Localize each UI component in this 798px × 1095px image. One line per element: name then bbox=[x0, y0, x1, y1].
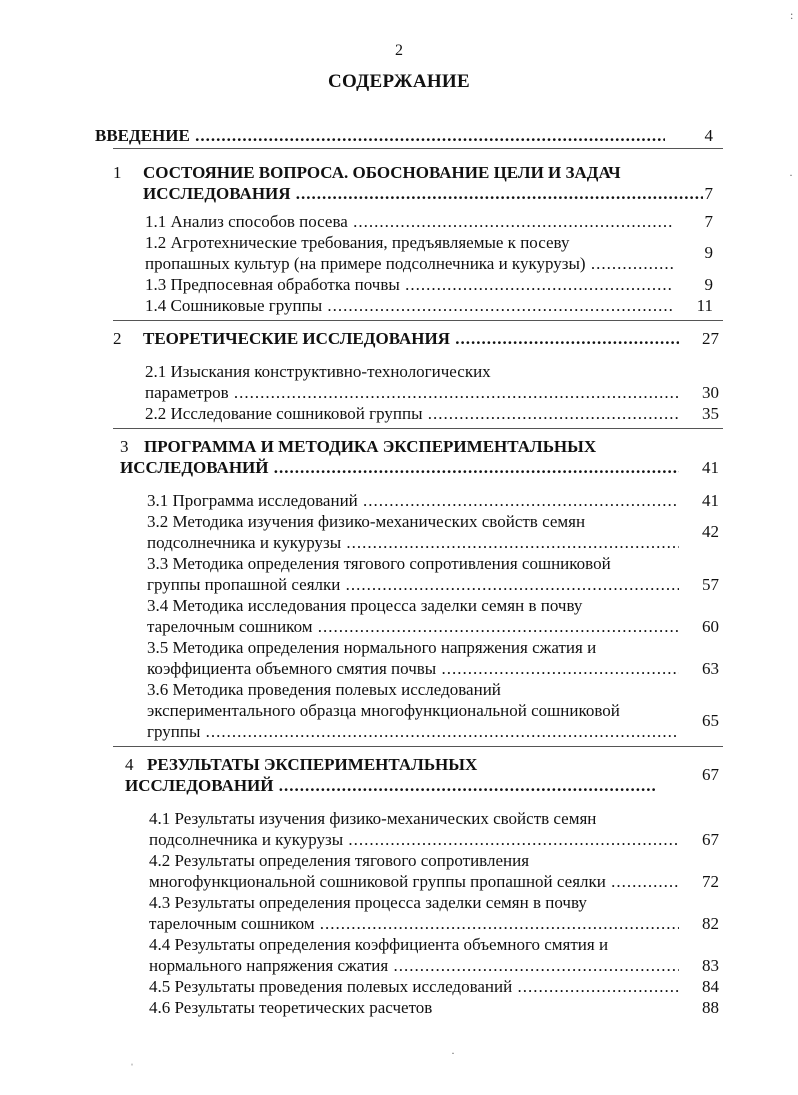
section-title-line2: группы пропашной сеялки bbox=[147, 575, 341, 594]
section-title-line1: 2.2 Исследование сошниковой группы bbox=[145, 404, 423, 423]
chapter-number: 2 bbox=[113, 329, 122, 348]
section-page: 35 bbox=[702, 404, 719, 423]
separator bbox=[113, 428, 723, 429]
toc-section-4-3 bbox=[149, 892, 719, 934]
section-title-line1: 4.1 Результаты изучения физико-механических свойств семян bbox=[149, 809, 597, 828]
toc-entry-intro bbox=[95, 125, 713, 146]
section-title-line1: 4.5 Результаты проведения полевых исследований bbox=[149, 977, 513, 996]
toc-entry-label: ВВЕДЕНИЕ bbox=[95, 126, 190, 145]
chapter-page: 27 bbox=[702, 329, 719, 348]
toc-chapter-2 bbox=[113, 328, 719, 349]
toc-chapter-3 bbox=[120, 436, 719, 478]
section-page: 9 bbox=[704, 275, 713, 294]
toc-entry-page: 4 bbox=[704, 126, 713, 145]
separator bbox=[113, 320, 723, 321]
toc-section-3-5 bbox=[147, 637, 719, 679]
section-title-line2: пропашных культур (на примере подсолнечника и кукурузы) bbox=[145, 254, 586, 273]
scan-speck: : bbox=[790, 8, 794, 22]
section-page: 67 bbox=[702, 830, 719, 849]
section-title-line2: параметров bbox=[145, 383, 229, 402]
chapter-page: 41 bbox=[702, 458, 719, 477]
toc-section-1-4 bbox=[145, 295, 713, 316]
section-page: 65 bbox=[702, 711, 719, 730]
toc-section-3-1 bbox=[147, 490, 719, 511]
toc-chapter-1 bbox=[113, 162, 713, 204]
section-title-line2: экспериментального образца многофункциональной сошниковой bbox=[147, 701, 620, 720]
separator bbox=[113, 746, 723, 747]
section-title-line1: 3.2 Методика изучения физико-механических свойств семян bbox=[147, 512, 586, 531]
section-title-line1: 3.3 Методика определения тягового сопротивления сошниковой bbox=[147, 554, 611, 573]
section-title-line2: многофункциональной сошниковой группы пропашной сеялки bbox=[149, 872, 606, 891]
section-title-line1: 4.3 Результаты определения процесса заделки семян в почву bbox=[149, 893, 587, 912]
separator bbox=[113, 148, 723, 149]
page-title: СОДЕРЖАНИЕ bbox=[328, 71, 470, 92]
chapter-page: 7 bbox=[704, 184, 713, 203]
section-title-line1: 3.5 Методика определения нормального напряжения сжатия и bbox=[147, 638, 597, 657]
chapter-title-line2: ИССЛЕДОВАНИЯ bbox=[143, 184, 291, 203]
chapter-title-line2: ИССЛЕДОВАНИЙ bbox=[125, 776, 274, 795]
section-title-line1: 3.6 Методика проведения полевых исследований bbox=[147, 680, 501, 699]
section-title-line1: 1.2 Агротехнические требования, предъявляемые к посеву bbox=[145, 233, 570, 252]
toc-section-1-2 bbox=[145, 232, 713, 274]
chapter-title-line1: СОСТОЯНИЕ ВОПРОСА. ОБОСНОВАНИЕ ЦЕЛИ И ЗАДАЧ bbox=[143, 163, 621, 182]
section-page: 42 bbox=[702, 522, 719, 541]
section-page: 57 bbox=[702, 575, 719, 594]
toc-section-2-2 bbox=[145, 403, 719, 424]
chapter-title-line1: РЕЗУЛЬТАТЫ ЭКСПЕРИМЕНТАЛЬНЫХ bbox=[147, 755, 478, 774]
section-title-line1: 1.3 Предпосевная обработка почвы bbox=[145, 275, 400, 294]
scan-speck: ˌ bbox=[130, 1052, 134, 1066]
section-title-line1: 4.4 Результаты определения коэффициента объемного смятия и bbox=[149, 935, 609, 954]
chapter-number: 4 bbox=[125, 755, 134, 774]
section-page: 63 bbox=[702, 659, 719, 678]
section-page: 84 bbox=[702, 977, 719, 996]
section-title-line1: 1.1 Анализ способов посева bbox=[145, 212, 348, 231]
section-page: 60 bbox=[702, 617, 719, 636]
section-title-line2: тарелочным сошником bbox=[147, 617, 313, 636]
section-title-line1: 4.6 Результаты теоретических расчетов bbox=[149, 998, 433, 1017]
toc-section-1-1 bbox=[145, 211, 713, 232]
toc-section-4-5 bbox=[149, 976, 719, 997]
section-page: 82 bbox=[702, 914, 719, 933]
section-page: 30 bbox=[702, 383, 719, 402]
chapter-title-line2: ИССЛЕДОВАНИЙ bbox=[120, 458, 269, 477]
section-page: 9 bbox=[704, 243, 713, 262]
section-page: 7 bbox=[704, 212, 713, 231]
toc-chapter-4 bbox=[125, 754, 719, 796]
section-title-line2: коэффициента объемного смятия почвы bbox=[147, 659, 437, 678]
toc-section-3-4 bbox=[147, 595, 719, 637]
toc-section-4-4 bbox=[149, 934, 719, 976]
scan-speck: · bbox=[789, 168, 793, 182]
section-title-line1: 4.2 Результаты определения тягового сопротивления bbox=[149, 851, 530, 870]
page-number: 2 bbox=[395, 42, 403, 59]
chapter-number: 1 bbox=[113, 163, 122, 182]
chapter-title-line1: ТЕОРЕТИЧЕСКИЕ ИССЛЕДОВАНИЯ bbox=[143, 329, 450, 348]
scan-speck: · bbox=[451, 1046, 455, 1060]
section-page: 83 bbox=[702, 956, 719, 975]
section-title-line1: 3.4 Методика исследования процесса заделки семян в почву bbox=[147, 596, 583, 615]
chapter-page: 67 bbox=[702, 765, 719, 784]
toc-section-3-2 bbox=[147, 511, 719, 553]
section-page: 11 bbox=[696, 296, 713, 315]
section-title-line1: 1.4 Сошниковые группы bbox=[145, 296, 323, 315]
toc-section-3-6 bbox=[147, 679, 719, 742]
section-title-line1: 3.1 Программа исследований bbox=[147, 491, 358, 510]
section-page: 41 bbox=[702, 491, 719, 510]
section-title-line2: тарелочным сошником bbox=[149, 914, 315, 933]
toc-section-1-3 bbox=[145, 274, 713, 295]
section-title-line2: подсолнечника и кукурузы bbox=[147, 533, 342, 552]
section-title-line3: группы bbox=[147, 722, 201, 741]
toc-section-4-2 bbox=[149, 850, 719, 892]
section-page: 88 bbox=[702, 998, 719, 1017]
toc-section-4-6 bbox=[149, 997, 719, 1018]
chapter-title-line1: ПРОГРАММА И МЕТОДИКА ЭКСПЕРИМЕНТАЛЬНЫХ bbox=[144, 437, 597, 456]
toc-section-4-1 bbox=[149, 808, 719, 850]
section-title-line1: 2.1 Изыскания конструктивно-технологических bbox=[145, 362, 491, 381]
section-page: 72 bbox=[702, 872, 719, 891]
section-title-line2: подсолнечника и кукурузы bbox=[149, 830, 344, 849]
toc-section-3-3 bbox=[147, 553, 719, 595]
section-title-line2: нормального напряжения сжатия bbox=[149, 956, 389, 975]
toc-section-2-1 bbox=[145, 361, 719, 403]
chapter-number: 3 bbox=[120, 437, 129, 456]
